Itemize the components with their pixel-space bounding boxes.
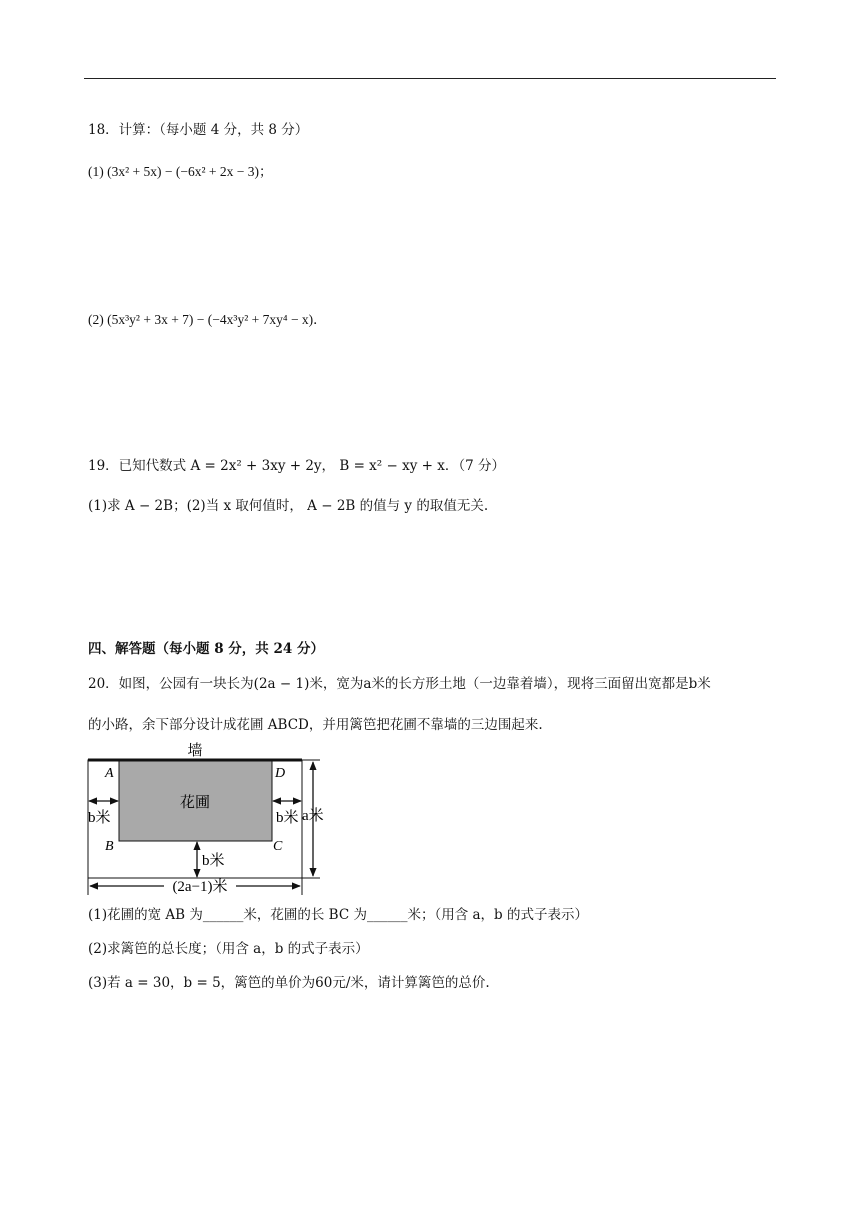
q20-line1: 20．如图，公园有一块长为(2a − 1)米，宽为a米的长方形土地（一边靠着墙），现将三面留出宽都是b米 — [88, 676, 711, 692]
b-bottom-label: b米 — [202, 853, 225, 869]
section-heading: 四、解答题（每小题 8 分，共 24 分） — [88, 641, 324, 657]
vertex-d: D — [275, 766, 286, 781]
garden-label: 花圃 — [179, 795, 211, 811]
header-rule — [84, 78, 776, 79]
vertex-c: C — [273, 839, 283, 854]
wall-label: 墙 — [187, 743, 203, 759]
b-right-label: b米 — [276, 810, 299, 826]
q20-line2: 的小路，余下部分设计成花圃 ABCD，并用篱笆把花圃不靠墙的三边围起来. — [88, 717, 543, 733]
vertex-a: A — [105, 766, 114, 781]
vertex-b: B — [105, 839, 114, 854]
length-label: (2a−1)米 — [172, 879, 228, 895]
q19-statement: 19．已知代数式 A = 2x² + 3xy + 2y， B = x² − xy + x．（7 分） — [88, 458, 505, 474]
q20-part1: (1)花圃的宽 AB 为______米，花圃的长 BC 为______米；（用含 a，b 的式子表示） — [88, 907, 588, 923]
q18-title: 18．计算：（每小题 4 分，共 8 分） — [88, 122, 309, 138]
garden-figure — [80, 735, 340, 900]
b-left-label: b米 — [88, 810, 111, 826]
q18-part1: (1) (3x² + 5x) − (−6x² + 2x − 3)； — [88, 164, 273, 179]
q20-part3: (3)若 a = 30，b = 5，篱笆的单价为60元/米，请计算篱笆的总价. — [88, 975, 490, 991]
q19-parts: (1)求 A − 2B；(2)当 x 取何值时， A − 2B 的值与 y 的取值无关. — [88, 498, 489, 514]
a-label: a米 — [302, 808, 324, 824]
q20-part2: (2)求篱笆的总长度；（用含 a，b 的式子表示） — [88, 941, 369, 957]
q18-part2: (2) (5x³y² + 3x + 7) − (−4x³y² + 7xy⁴ − x)． — [88, 312, 327, 327]
